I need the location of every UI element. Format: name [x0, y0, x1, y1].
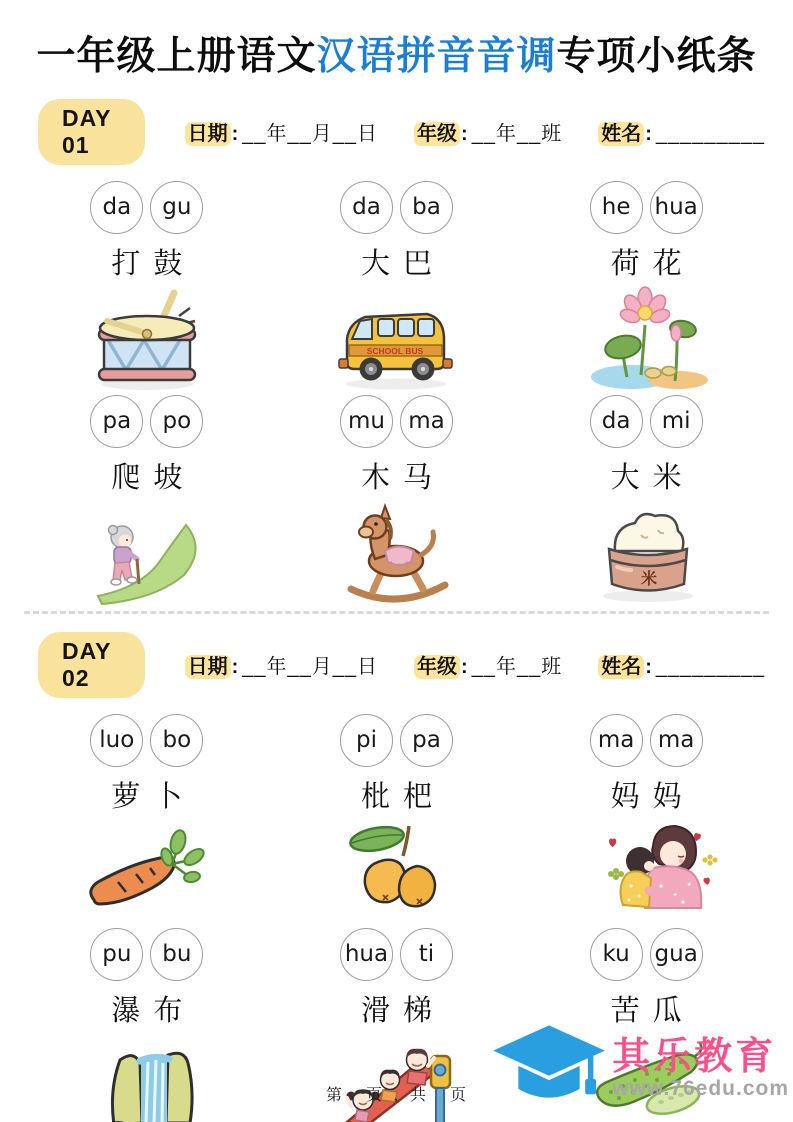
pinyin-circle-gua[interactable]: gua	[650, 928, 703, 981]
pinyin-circle-ma[interactable]: ma	[400, 395, 453, 448]
pinyin-circle-ku[interactable]: ku	[590, 928, 643, 981]
pinyin-circle-bu[interactable]: bu	[150, 928, 203, 981]
date-field	[185, 650, 378, 679]
pinyin-circles	[22, 181, 272, 234]
pinyin-circle-po[interactable]: po	[150, 395, 203, 448]
word-card	[22, 395, 272, 599]
word-label: 苦瓜	[610, 994, 695, 1027]
pinyin-circle-luo[interactable]: luo	[90, 714, 143, 767]
pinyin-circles	[521, 928, 771, 981]
svg-text:米: 米	[641, 570, 658, 588]
pinyin-circle-ma[interactable]: ma	[590, 714, 643, 767]
name-field	[598, 117, 765, 146]
pinyin-circle-ba[interactable]: ba	[400, 181, 453, 234]
word-card	[521, 181, 771, 385]
carrot-illustration	[22, 816, 272, 928]
pinyin-circle-da[interactable]: da	[340, 181, 393, 234]
grade-field	[414, 650, 562, 679]
word-card	[22, 714, 272, 918]
page-number-text: 第 页 , 共 页	[326, 1087, 471, 1104]
grade-label: 年级	[414, 655, 460, 679]
pinyin-circle-pa[interactable]: pa	[400, 714, 453, 767]
date-colon: :	[231, 123, 239, 146]
grade-blank[interactable]: __年__班	[471, 123, 563, 146]
word-card	[272, 714, 522, 918]
day-divider	[24, 611, 769, 614]
date-label: 日期	[185, 122, 231, 146]
date-field	[185, 117, 378, 146]
word-label: 滑梯	[360, 994, 445, 1027]
brand-website: www.76edu.com	[612, 1077, 789, 1101]
word-label: 枇杷	[360, 780, 445, 813]
waterfall-illustration	[22, 1030, 272, 1122]
pinyin-circle-gu[interactable]: gu	[150, 181, 203, 234]
header-form	[185, 650, 765, 679]
title-suffix: 专项小纸条	[556, 35, 757, 78]
pinyin-circles	[521, 395, 771, 448]
pinyin-circle-mu[interactable]: mu	[340, 395, 393, 448]
pinyin-circles	[22, 928, 272, 981]
graduation-cap-icon	[488, 1021, 610, 1118]
pinyin-circles	[22, 395, 272, 448]
drum-illustration	[22, 283, 272, 395]
brand-name: 其乐教育	[612, 1035, 777, 1078]
day-header	[38, 632, 765, 698]
pinyin-circle-bo[interactable]: bo	[150, 714, 203, 767]
date-blank[interactable]: __年__月__日	[242, 656, 379, 679]
loquat-illustration	[272, 816, 522, 928]
lotus-illustration	[521, 283, 771, 395]
page-title	[0, 0, 793, 81]
svg-text:SCHOOL BUS: SCHOOL BUS	[367, 345, 424, 356]
rocking-horse-illustration	[272, 497, 522, 609]
grade-label: 年级	[414, 122, 460, 146]
pinyin-circles	[272, 395, 522, 448]
pinyin-circle-he[interactable]: he	[590, 181, 643, 234]
pinyin-circle-pi[interactable]: pi	[340, 714, 393, 767]
name-field	[598, 650, 765, 679]
grade-colon: :	[461, 123, 468, 146]
name-colon: :	[645, 656, 652, 679]
name-label: 姓名	[598, 655, 644, 679]
word-label: 大米	[610, 461, 695, 494]
name-colon: :	[645, 123, 652, 146]
word-card-grid	[0, 165, 793, 599]
pinyin-circles	[22, 714, 272, 767]
slide-illustration	[272, 1030, 522, 1122]
word-card	[521, 714, 771, 918]
pinyin-circles	[272, 928, 522, 981]
pinyin-circles	[272, 181, 522, 234]
climb-slope-illustration	[22, 497, 272, 609]
header-form	[185, 117, 765, 146]
name-blank[interactable]: _________	[655, 656, 765, 679]
word-card	[521, 395, 771, 599]
grade-field	[414, 117, 562, 146]
word-label: 萝卜	[111, 780, 196, 813]
pinyin-circle-da[interactable]: da	[90, 181, 143, 234]
pinyin-circle-hua[interactable]: hua	[340, 928, 393, 981]
date-label: 日期	[185, 655, 231, 679]
word-label: 荷花	[610, 247, 695, 280]
word-label: 木马	[360, 461, 445, 494]
title-highlight: 汉语拼音音调	[316, 35, 557, 78]
word-label: 爬坡	[111, 461, 196, 494]
name-label: 姓名	[598, 122, 644, 146]
pinyin-circle-da[interactable]: da	[590, 395, 643, 448]
grade-colon: :	[461, 656, 468, 679]
pinyin-circle-pu[interactable]: pu	[90, 928, 143, 981]
word-card	[272, 181, 522, 385]
pinyin-circles	[521, 181, 771, 234]
pinyin-circle-pa[interactable]: pa	[90, 395, 143, 448]
word-card	[22, 928, 272, 1122]
word-label: 大巴	[360, 247, 445, 280]
rice-illustration	[521, 497, 771, 609]
name-blank[interactable]: _________	[655, 123, 765, 146]
word-label: 瀑布	[111, 994, 196, 1027]
word-label: 妈妈	[610, 780, 695, 813]
word-card	[22, 181, 272, 385]
date-blank[interactable]: __年__月__日	[242, 123, 379, 146]
word-label: 打鼓	[111, 247, 196, 280]
grade-blank[interactable]: __年__班	[471, 656, 563, 679]
days-container	[0, 99, 793, 1122]
pinyin-circles	[272, 714, 522, 767]
mother-and-child-illustration	[521, 816, 771, 928]
date-colon: :	[231, 656, 239, 679]
pinyin-circle-ma[interactable]: ma	[650, 714, 703, 767]
bus-illustration	[272, 283, 522, 395]
pinyin-circles	[521, 714, 771, 767]
day-badge: DAY 01	[38, 99, 145, 165]
day-section-1	[0, 99, 793, 599]
title-prefix: 一年级上册语文	[36, 35, 317, 78]
pinyin-circle-hua[interactable]: hua	[650, 181, 703, 234]
brand-logo	[488, 1021, 789, 1118]
pinyin-circle-mi[interactable]: mi	[650, 395, 703, 448]
word-card	[272, 395, 522, 599]
day-badge: DAY 02	[38, 632, 145, 698]
day-header	[38, 99, 765, 165]
pinyin-circle-ti[interactable]: ti	[400, 928, 453, 981]
